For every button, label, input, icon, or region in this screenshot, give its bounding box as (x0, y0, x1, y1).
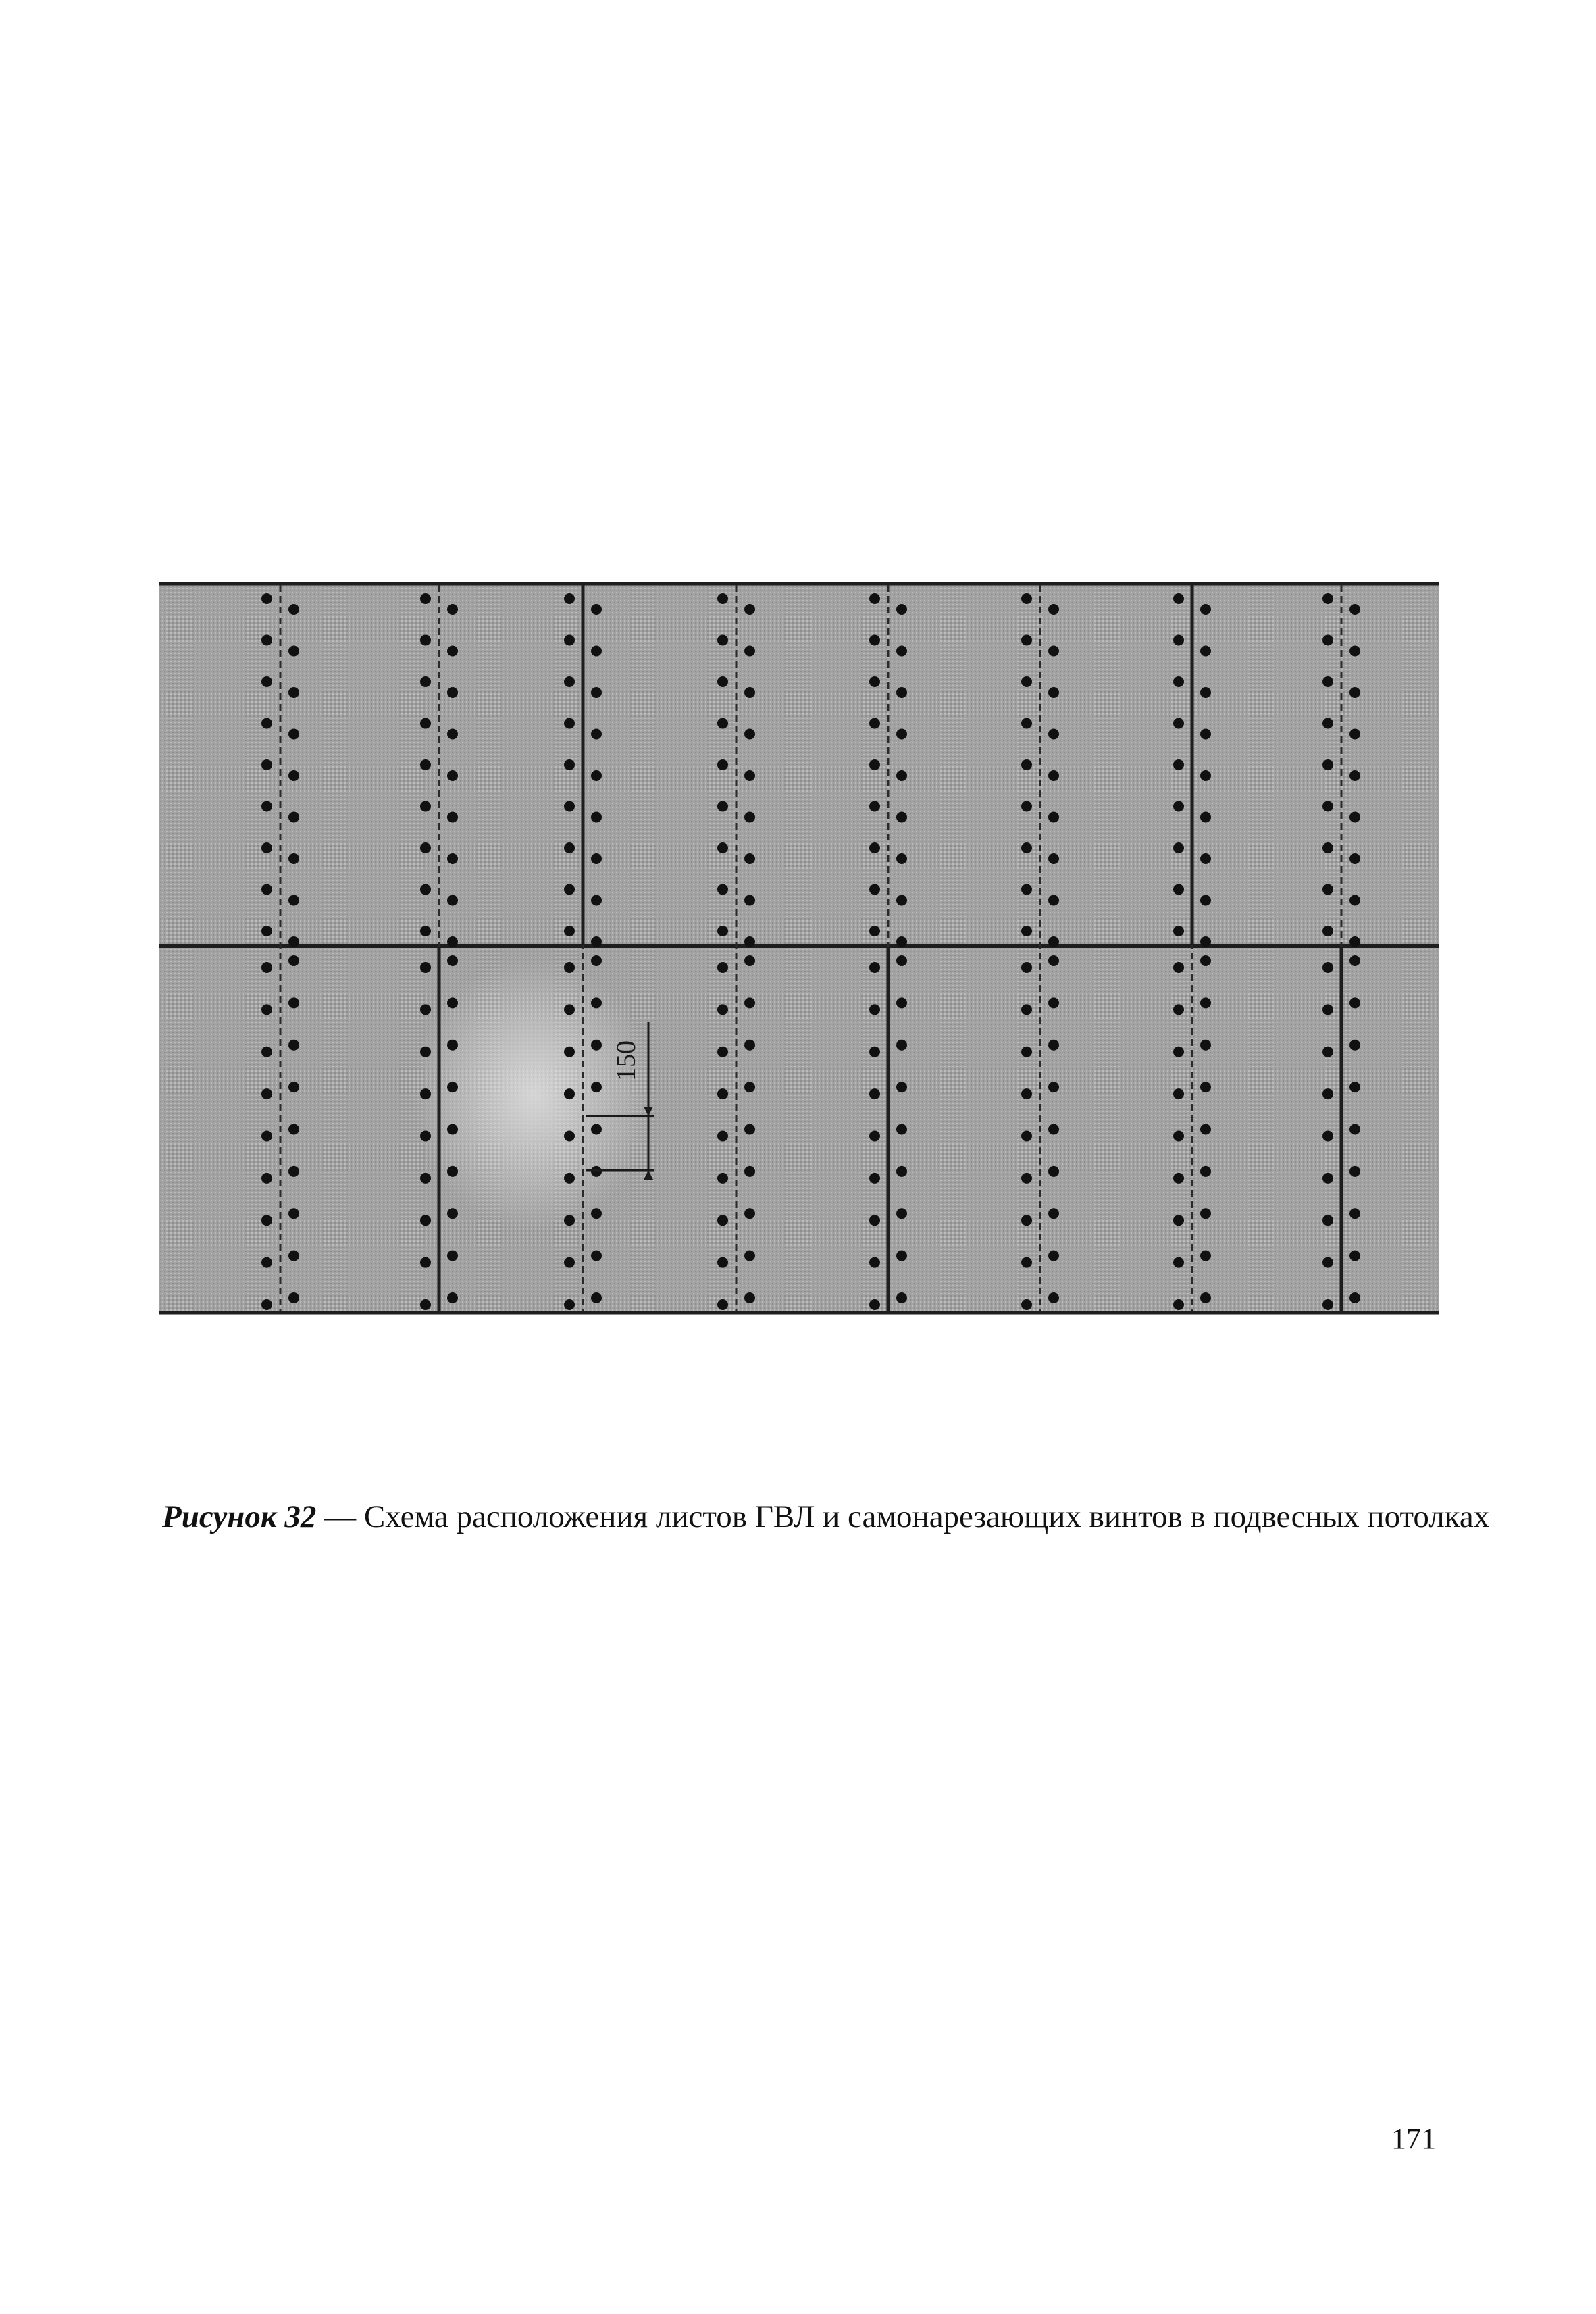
screw-icon (288, 812, 299, 823)
screw-icon (869, 926, 880, 936)
screw-icon (717, 1004, 728, 1015)
screw-icon (1200, 955, 1211, 966)
screw-icon (420, 1173, 431, 1184)
screw-icon (1200, 1082, 1211, 1092)
screw-icon (420, 1299, 431, 1310)
screw-icon (1048, 729, 1059, 740)
screw-icon (1173, 884, 1184, 895)
screw-icon (447, 853, 458, 864)
screw-icon (261, 1088, 272, 1099)
screw-icon (1021, 718, 1032, 729)
figure-number: Рисунок 32 (162, 1499, 317, 1534)
screw-icon (564, 801, 575, 812)
screw-icon (717, 1257, 728, 1268)
screw-icon (591, 812, 602, 823)
screw-icon (1322, 593, 1333, 604)
screw-icon (1200, 1251, 1211, 1261)
screw-icon (447, 1208, 458, 1219)
screw-icon (1349, 997, 1360, 1008)
screw-icon (744, 997, 755, 1008)
screw-icon (744, 1251, 755, 1261)
screw-icon (261, 884, 272, 895)
screw-icon (261, 593, 272, 604)
screw-icon (1349, 1208, 1360, 1219)
screw-icon (420, 1047, 431, 1057)
screw-icon (744, 1208, 755, 1219)
screw-icon (717, 718, 728, 729)
screw-icon (869, 1299, 880, 1310)
screw-icon (564, 593, 575, 604)
screw-icon (896, 1040, 907, 1051)
screw-icon (869, 676, 880, 687)
screw-icon (717, 759, 728, 770)
screw-icon (261, 962, 272, 973)
screw-icon (1200, 646, 1211, 657)
screw-icon (744, 1082, 755, 1092)
screw-icon (420, 801, 431, 812)
screw-icon (1048, 997, 1059, 1008)
screw-icon (896, 687, 907, 698)
screw-icon (1322, 801, 1333, 812)
screw-icon (261, 635, 272, 646)
screw-icon (288, 687, 299, 698)
screw-icon (1048, 955, 1059, 966)
screw-icon (717, 1173, 728, 1184)
screw-icon (1322, 1299, 1333, 1310)
screw-icon (869, 801, 880, 812)
screw-icon (288, 936, 299, 947)
screw-icon (896, 997, 907, 1008)
screw-icon (1200, 936, 1211, 947)
screw-icon (1173, 962, 1184, 973)
screw-icon (420, 884, 431, 895)
screw-icon (744, 936, 755, 947)
screw-icon (1349, 936, 1360, 947)
screw-icon (744, 729, 755, 740)
screw-icon (896, 936, 907, 947)
screw-icon (591, 955, 602, 966)
screw-icon (591, 729, 602, 740)
screw-icon (591, 604, 602, 615)
screw-icon (896, 812, 907, 823)
screw-icon (1349, 687, 1360, 698)
screw-icon (447, 1040, 458, 1051)
screw-icon (1173, 926, 1184, 936)
screw-icon (1322, 962, 1333, 973)
screw-icon (1349, 646, 1360, 657)
screw-icon (261, 801, 272, 812)
screw-icon (1048, 1251, 1059, 1261)
screw-icon (1200, 1040, 1211, 1051)
screw-icon (896, 1124, 907, 1135)
screw-icon (717, 676, 728, 687)
screw-icon (564, 962, 575, 973)
screw-icon (1322, 926, 1333, 936)
screw-icon (1048, 604, 1059, 615)
screw-icon (288, 604, 299, 615)
screw-icon (1200, 853, 1211, 864)
screw-icon (1048, 1040, 1059, 1051)
screw-icon (420, 1215, 431, 1226)
screw-icon (1021, 1257, 1032, 1268)
screw-icon (1021, 1215, 1032, 1226)
screw-icon (869, 635, 880, 646)
screw-icon (1021, 1131, 1032, 1142)
screw-icon (744, 895, 755, 906)
screw-icon (564, 718, 575, 729)
screw-icon (420, 926, 431, 936)
screw-icon (896, 955, 907, 966)
screw-icon (1021, 926, 1032, 936)
screw-icon (288, 646, 299, 657)
screw-icon (288, 1251, 299, 1261)
screw-icon (744, 1292, 755, 1303)
screw-icon (420, 1088, 431, 1099)
screw-icon (869, 1257, 880, 1268)
screw-icon (447, 687, 458, 698)
screw-icon (1173, 1004, 1184, 1015)
screw-icon (447, 604, 458, 615)
screw-icon (1322, 1047, 1333, 1057)
screw-icon (1200, 1124, 1211, 1135)
screw-icon (717, 1131, 728, 1142)
screw-icon (869, 842, 880, 853)
screw-icon (564, 884, 575, 895)
screw-icon (744, 687, 755, 698)
screw-icon (1173, 593, 1184, 604)
screw-icon (1048, 853, 1059, 864)
screw-icon (261, 1173, 272, 1184)
screw-icon (717, 635, 728, 646)
screw-icon (869, 884, 880, 895)
screw-icon (420, 676, 431, 687)
screw-icon (1322, 1004, 1333, 1015)
screw-icon (564, 842, 575, 853)
screw-icon (447, 1166, 458, 1177)
screw-icon (447, 895, 458, 906)
screw-icon (1200, 1166, 1211, 1177)
screw-icon (591, 646, 602, 657)
screw-icon (288, 1208, 299, 1219)
screw-icon (744, 812, 755, 823)
screw-icon (261, 842, 272, 853)
screw-icon (288, 1124, 299, 1135)
screw-icon (1322, 1088, 1333, 1099)
screw-icon (420, 1004, 431, 1015)
screw-icon (1349, 812, 1360, 823)
screw-icon (591, 1166, 602, 1177)
screw-icon (1173, 1257, 1184, 1268)
screw-icon (869, 1215, 880, 1226)
screw-icon (261, 1047, 272, 1057)
screw-icon (744, 770, 755, 781)
screw-icon (1200, 687, 1211, 698)
screw-icon (288, 770, 299, 781)
screw-icon (288, 997, 299, 1008)
screw-icon (896, 770, 907, 781)
screw-icon (1048, 687, 1059, 698)
screw-icon (591, 1040, 602, 1051)
page-number: 171 (1391, 2122, 1436, 2155)
screw-icon (896, 1208, 907, 1219)
screw-icon (869, 718, 880, 729)
screw-icon (1021, 676, 1032, 687)
screw-icon (744, 604, 755, 615)
screw-icon (1349, 1124, 1360, 1135)
screw-icon (591, 895, 602, 906)
screw-icon (591, 1124, 602, 1135)
screw-icon (1173, 1173, 1184, 1184)
screw-icon (1200, 997, 1211, 1008)
screw-icon (1349, 604, 1360, 615)
screw-icon (1048, 1208, 1059, 1219)
screw-icon (1322, 635, 1333, 646)
screw-icon (1349, 1292, 1360, 1303)
screw-icon (420, 635, 431, 646)
screw-icon (1048, 1082, 1059, 1092)
screw-icon (744, 1040, 755, 1051)
screw-icon (420, 962, 431, 973)
screw-icon (869, 1173, 880, 1184)
screw-icon (1021, 884, 1032, 895)
screw-icon (1021, 962, 1032, 973)
screw-icon (1349, 1082, 1360, 1092)
screw-icon (564, 1004, 575, 1015)
screw-icon (1200, 729, 1211, 740)
screw-icon (564, 1299, 575, 1310)
screw-icon (1322, 1215, 1333, 1226)
screw-icon (447, 936, 458, 947)
screw-icon (1021, 1047, 1032, 1057)
screw-icon (896, 1251, 907, 1261)
screw-icon (1349, 770, 1360, 781)
screw-icon (896, 895, 907, 906)
screw-icon (564, 1047, 575, 1057)
screw-icon (1021, 842, 1032, 853)
screw-icon (591, 936, 602, 947)
screw-icon (717, 1299, 728, 1310)
screw-icon (261, 718, 272, 729)
screw-icon (1200, 895, 1211, 906)
dimension-label: 150 (611, 1040, 641, 1081)
screw-icon (896, 853, 907, 864)
screw-icon (1200, 812, 1211, 823)
screw-icon (564, 926, 575, 936)
screw-icon (288, 1292, 299, 1303)
screw-icon (1021, 1299, 1032, 1310)
screw-icon (564, 1088, 575, 1099)
screw-icon (717, 926, 728, 936)
screw-icon (869, 1004, 880, 1015)
screw-icon (1200, 1292, 1211, 1303)
screw-icon (717, 842, 728, 853)
screw-icon (1048, 1124, 1059, 1135)
screw-icon (1173, 1215, 1184, 1226)
caption-text: Схема расположения листов ГВЛ и самонарезающих винтов в подвесных потолках (363, 1499, 1490, 1534)
screw-icon (896, 1166, 907, 1177)
screw-icon (1048, 1292, 1059, 1303)
screw-icon (1048, 936, 1059, 947)
screw-icon (717, 884, 728, 895)
screw-icon (591, 853, 602, 864)
screw-icon (261, 1004, 272, 1015)
screw-icon (261, 1215, 272, 1226)
screw-icon (564, 1215, 575, 1226)
screw-icon (1048, 1166, 1059, 1177)
screw-icon (1048, 895, 1059, 906)
screw-icon (1021, 1004, 1032, 1015)
screw-icon (896, 646, 907, 657)
screw-icon (261, 1131, 272, 1142)
screw-icon (420, 1257, 431, 1268)
screw-icon (1322, 1257, 1333, 1268)
screw-icon (717, 1215, 728, 1226)
screw-icon (564, 1131, 575, 1142)
screw-icon (447, 997, 458, 1008)
screw-icon (744, 646, 755, 657)
screw-icon (1322, 884, 1333, 895)
screw-icon (447, 955, 458, 966)
screw-icon (1349, 895, 1360, 906)
screw-icon (1349, 1040, 1360, 1051)
screw-icon (261, 759, 272, 770)
screw-icon (447, 646, 458, 657)
screw-icon (564, 676, 575, 687)
screw-icon (591, 770, 602, 781)
screw-icon (1349, 853, 1360, 864)
screw-icon (1021, 635, 1032, 646)
screw-icon (420, 593, 431, 604)
screw-icon (447, 729, 458, 740)
screw-icon (896, 729, 907, 740)
screw-icon (591, 1082, 602, 1092)
screw-icon (420, 842, 431, 853)
screw-icon (447, 1251, 458, 1261)
screw-icon (869, 1047, 880, 1057)
screw-icon (1322, 1173, 1333, 1184)
screw-icon (1173, 842, 1184, 853)
screw-icon (744, 1124, 755, 1135)
screw-icon (591, 687, 602, 698)
screw-icon (420, 1131, 431, 1142)
screw-icon (896, 1292, 907, 1303)
screw-icon (1322, 676, 1333, 687)
screw-icon (717, 1088, 728, 1099)
screw-icon (564, 1173, 575, 1184)
screw-icon (288, 1040, 299, 1051)
screw-icon (717, 1047, 728, 1057)
screw-icon (1349, 729, 1360, 740)
screw-icon (869, 1088, 880, 1099)
screw-icon (420, 718, 431, 729)
screw-icon (744, 853, 755, 864)
screw-icon (869, 593, 880, 604)
screw-icon (744, 1166, 755, 1177)
screw-icon (420, 759, 431, 770)
screw-icon (869, 1131, 880, 1142)
screw-icon (1021, 1088, 1032, 1099)
screw-icon (1021, 1173, 1032, 1184)
screw-icon (447, 1292, 458, 1303)
screw-icon (869, 759, 880, 770)
screw-icon (1173, 635, 1184, 646)
screw-icon (1349, 1251, 1360, 1261)
screw-icon (288, 853, 299, 864)
screw-icon (717, 801, 728, 812)
screw-icon (1021, 759, 1032, 770)
screw-icon (1048, 646, 1059, 657)
screw-icon (564, 759, 575, 770)
screw-icon (261, 926, 272, 936)
caption-dash: — (316, 1499, 364, 1534)
screw-icon (1322, 718, 1333, 729)
screw-icon (1349, 955, 1360, 966)
figure-caption (162, 1499, 1490, 1535)
ceiling-surface (159, 582, 1439, 1314)
screw-icon (1322, 842, 1333, 853)
screw-icon (1173, 759, 1184, 770)
screw-icon (288, 955, 299, 966)
screw-icon (591, 1251, 602, 1261)
screw-icon (1173, 676, 1184, 687)
screw-icon (1173, 1047, 1184, 1057)
screw-icon (1173, 718, 1184, 729)
screw-icon (1200, 604, 1211, 615)
screw-icon (261, 676, 272, 687)
screw-icon (288, 1166, 299, 1177)
screw-icon (1349, 1166, 1360, 1177)
screw-icon (744, 955, 755, 966)
screw-icon (1200, 1208, 1211, 1219)
screw-icon (1021, 801, 1032, 812)
screw-icon (1173, 1299, 1184, 1310)
screw-icon (1173, 801, 1184, 812)
screw-icon (1021, 593, 1032, 604)
screw-icon (564, 635, 575, 646)
screw-icon (1200, 770, 1211, 781)
screw-icon (288, 729, 299, 740)
screw-icon (717, 962, 728, 973)
screw-icon (591, 1292, 602, 1303)
screw-icon (896, 604, 907, 615)
screw-icon (447, 1124, 458, 1135)
screw-icon (1173, 1088, 1184, 1099)
screw-icon (447, 770, 458, 781)
screw-icon (896, 1082, 907, 1092)
screw-icon (1173, 1131, 1184, 1142)
screw-icon (717, 593, 728, 604)
screw-icon (1048, 770, 1059, 781)
screw-icon (447, 812, 458, 823)
screw-icon (1048, 812, 1059, 823)
screw-icon (869, 962, 880, 973)
screw-icon (447, 1082, 458, 1092)
screw-icon (1322, 1131, 1333, 1142)
screw-icon (1322, 759, 1333, 770)
screw-icon (591, 997, 602, 1008)
screw-icon (591, 1208, 602, 1219)
screw-icon (261, 1257, 272, 1268)
screw-icon (564, 1257, 575, 1268)
screw-icon (261, 1299, 272, 1310)
screw-icon (288, 1082, 299, 1092)
screw-icon (288, 895, 299, 906)
